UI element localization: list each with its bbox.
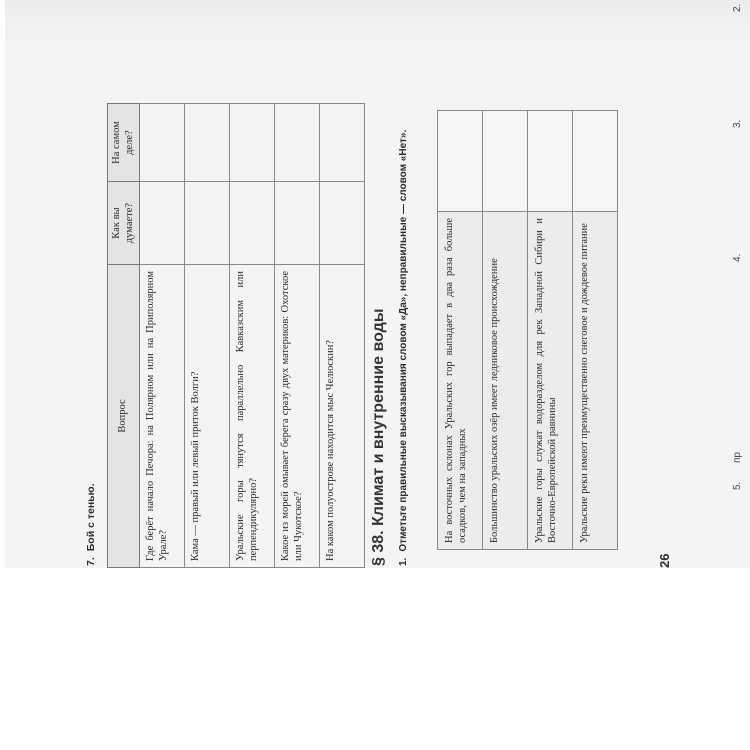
task-number: 1. [398,557,409,566]
answer-think-cell[interactable] [320,182,365,265]
question-cell: Кама — правый или левый приток Волги? [185,265,230,568]
adjacent-number-2: 2. [732,3,743,12]
header-think: Как вы думаете? [108,182,140,265]
answer-cell[interactable] [483,111,528,212]
question-cell: На каком полуострове находится мыс Челюскин? [320,265,365,568]
statement-cell: Уральские горы служат водоразделом для рек Западной Сибири и Восточно-Европейской равнины [528,212,573,550]
table-row [230,104,275,568]
table-row [320,104,365,568]
answer-actual-cell[interactable] [185,104,230,182]
answer-think-cell[interactable] [230,182,275,265]
adjacent-fragment: пр [732,452,743,463]
question-cell: Какое из морей омывает берега сразу двух материков: Охотское или Чукотское? [275,265,320,568]
table-row [483,111,528,550]
page-binding-shadow [5,0,750,44]
question-cell: Где берёт начало Печора: на Полярном или на Приполярном Урале? [140,265,185,568]
answer-cell[interactable] [573,111,618,212]
page-number: 26 [657,553,672,568]
answer-actual-cell[interactable] [275,104,320,182]
answer-actual-cell[interactable] [320,104,365,182]
statements-table [437,110,618,550]
table-row [185,104,230,568]
question-cell: Уральские горы тянутся параллельно Кавказским или перпендикулярно? [230,265,275,568]
header-question: Вопрос [108,265,140,568]
adjacent-number-4: 4. [732,253,743,262]
task-1-instruction [397,116,410,566]
statement-cell: Большинство уральских озёр имеет ледниковое происхождение [483,212,528,550]
adjacent-number-3: 3. [732,119,743,128]
rotated-page-content [85,100,685,568]
answer-think-cell[interactable] [185,182,230,265]
adjacent-number-5: 5. [732,481,743,490]
header-actual: На самом деле? [108,104,140,182]
table-row [573,111,618,550]
table-row [438,111,483,550]
answer-cell[interactable] [438,111,483,212]
quiz-table [107,103,365,568]
section-title: § 38. Климат и внутренние воды [370,308,387,566]
answer-cell[interactable] [528,111,573,212]
table-row [140,104,185,568]
scanned-page [5,0,750,568]
task-text: Отметьте правильные высказывания словом «Да», неправильные — словом «Нет». [398,129,409,552]
statement-cell: Уральские реки имеют преимущественно снеговое и дождевое питание [573,212,618,550]
exercise-title: Бой с тенью. [85,483,97,552]
statement-cell: На восточных склонах Уральских гор выпадает в два раза больше осадков, чем на западных [438,212,483,550]
exercise-number: 7. [85,557,97,566]
answer-actual-cell[interactable] [230,104,275,182]
exercise-7-heading [85,483,97,566]
table-row [528,111,573,550]
table-row [275,104,320,568]
answer-think-cell[interactable] [140,182,185,265]
answer-actual-cell[interactable] [140,104,185,182]
answer-think-cell[interactable] [275,182,320,265]
